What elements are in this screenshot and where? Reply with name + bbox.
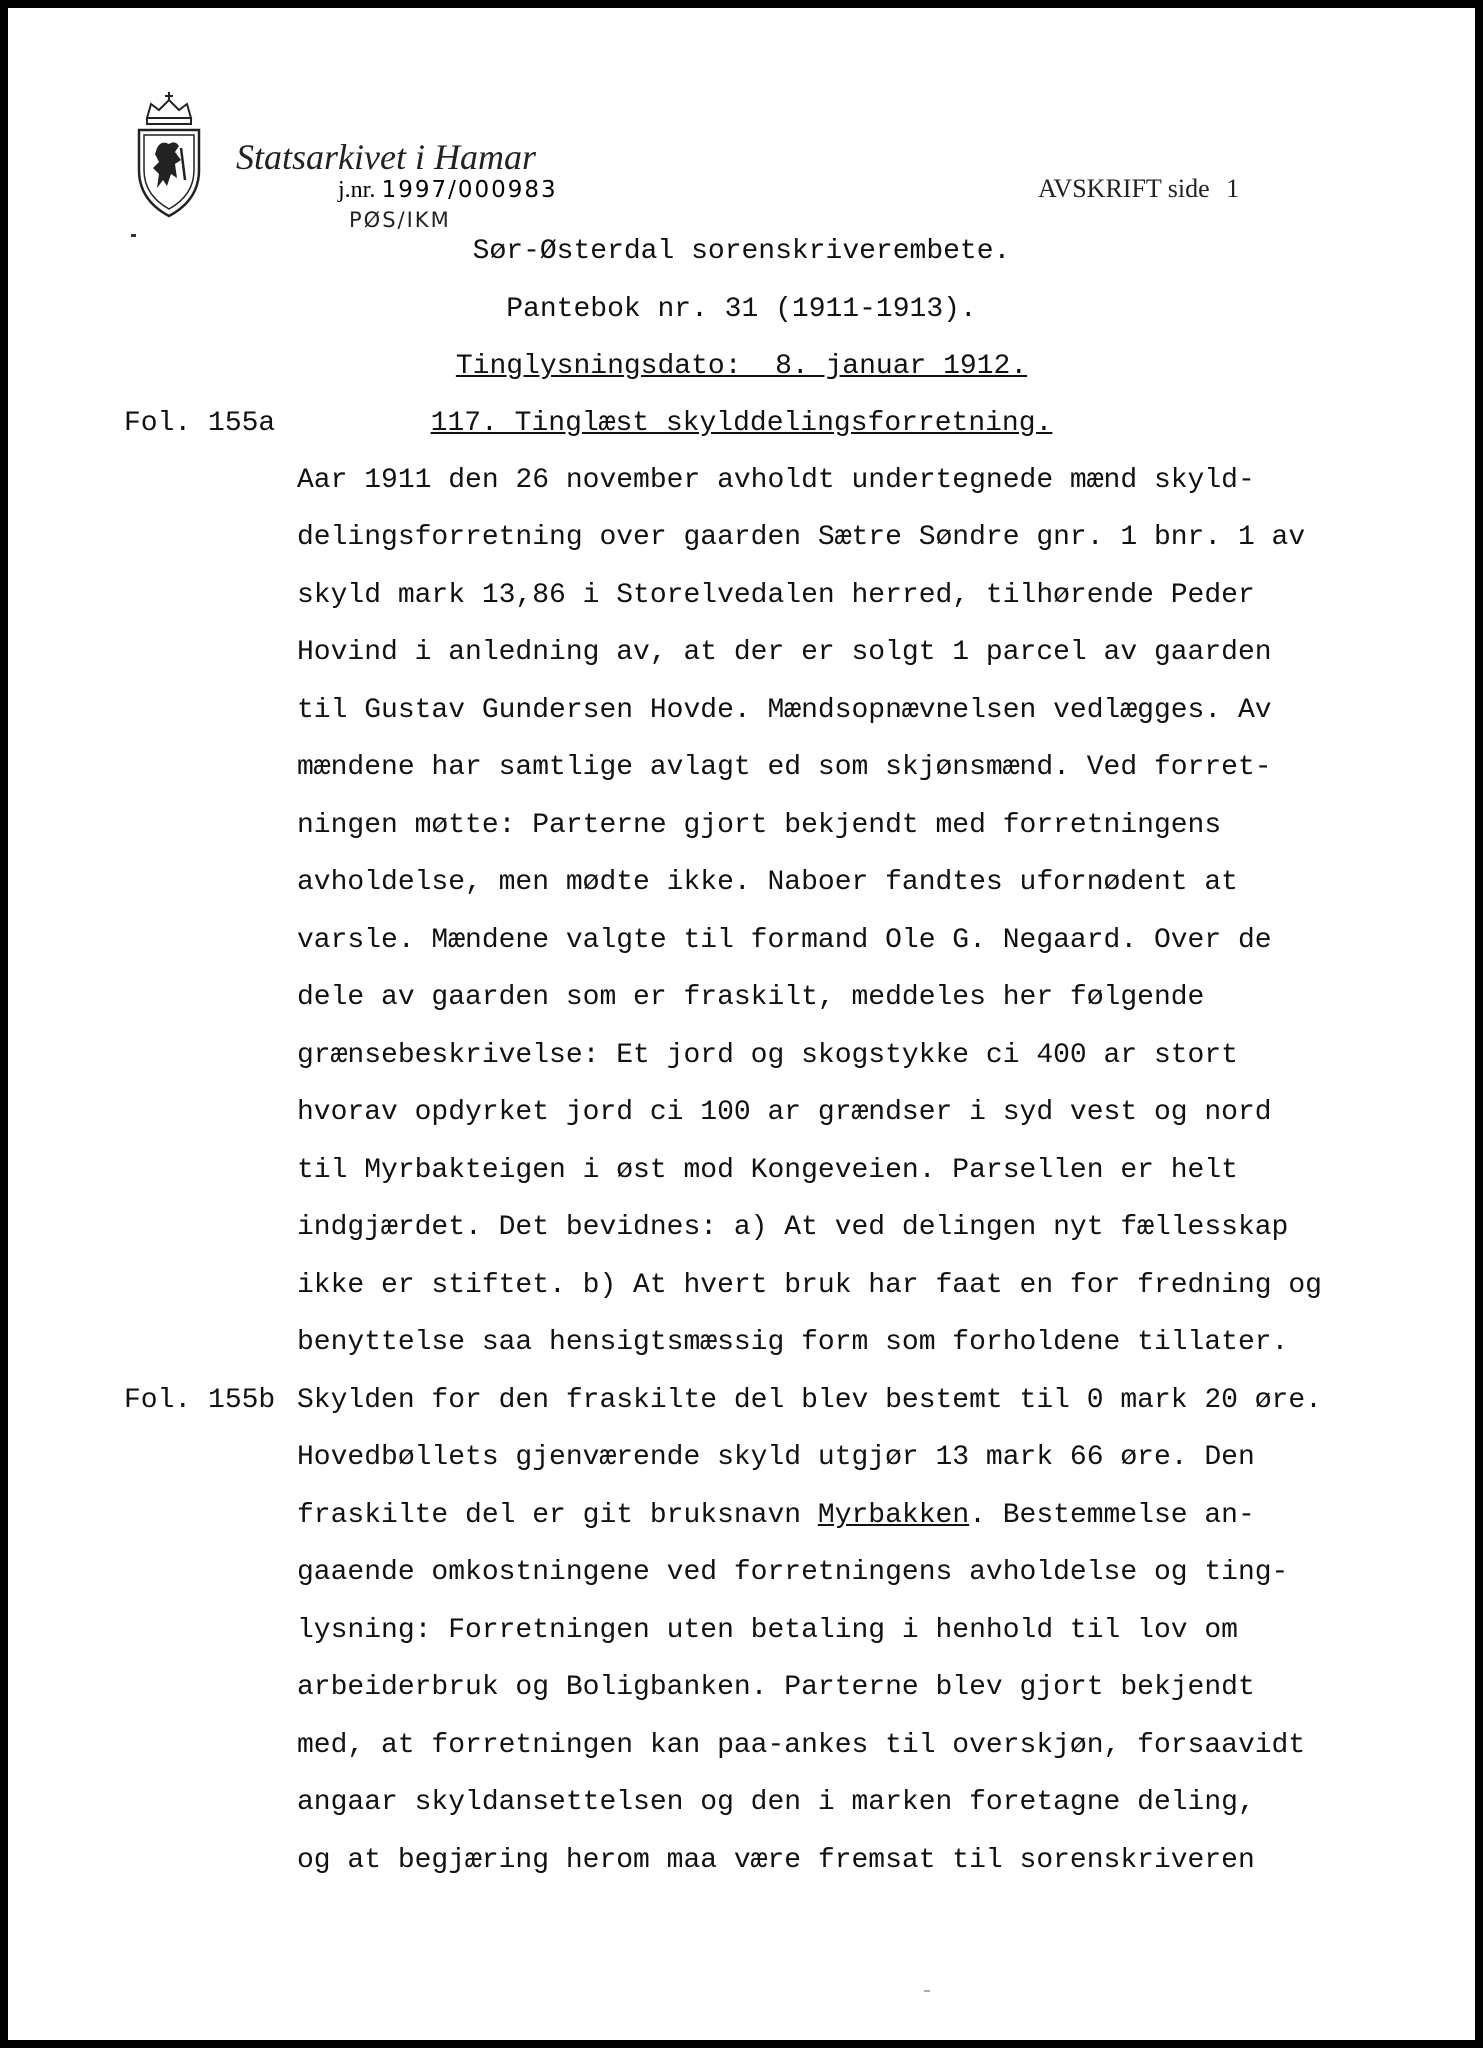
journal-number-value: 1997/000983 xyxy=(381,177,558,203)
body-line: delingsforretning over gaarden Sætre Søndre gnr. 1 bnr. 1 av xyxy=(297,522,1306,553)
archive-name: Statsarkivet i Hamar xyxy=(236,137,536,177)
body-line: til Gustav Gundersen Hovde. Mændsopnævnelsen vedlægges. Av xyxy=(297,695,1272,726)
body-line: skyld mark 13,86 i Storelvedalen herred, tilhørende Peder xyxy=(297,580,1255,611)
body-line: grænsebeskrivelse: Et jord og skogstykke ci 400 ar stort xyxy=(297,1040,1238,1071)
body-line: indgjærdet. Det bevidnes: a) At ved delingen nyt fællesskap xyxy=(297,1212,1289,1243)
body-line xyxy=(297,1500,1255,1531)
body-line: ikke er stiftet. b) At hvert bruk har faat en for fredning og xyxy=(297,1270,1322,1301)
body-line: varsle. Mændene valgte til formand Ole G. Negaard. Over de xyxy=(297,925,1272,956)
document-page xyxy=(8,8,1475,2040)
body-line: Skylden for den fraskilte del blev bestemt til 0 mark 20 øre. xyxy=(297,1385,1322,1416)
transcript-page-label xyxy=(1038,174,1239,204)
body-line: arbeiderbruk og Boligbanken. Parterne blev gjort bekjendt xyxy=(297,1672,1255,1703)
body-line: lysning: Forretningen uten betaling i henhold til lov om xyxy=(297,1615,1238,1646)
norwegian-coat-of-arms-icon xyxy=(131,90,207,220)
registration-date: Tinglysningsdato: 8. januar 1912. xyxy=(455,351,1028,382)
journal-number xyxy=(338,176,558,204)
body-text: fraskilte del er git bruksnavn xyxy=(297,1500,818,1531)
page-number: 1 xyxy=(1226,174,1240,203)
body-line: hvorav opdyrket jord ci 100 ar grændser i syd vest og nord xyxy=(297,1097,1272,1128)
body-line: gaaende omkostningene ved forretningens avholdelse og ting- xyxy=(297,1557,1289,1588)
body-text: . Bestemmelse an- xyxy=(969,1500,1255,1531)
body-line: ningen møtte: Parterne gjort bekjendt med forretningens xyxy=(297,810,1222,841)
body-line: avholdelse, men mødte ikke. Naboer fandtes ufornødent at xyxy=(297,867,1238,898)
office-title: Sør-Østerdal sorenskriverembete. xyxy=(472,236,1011,267)
scan-speck xyxy=(924,1990,930,1992)
book-title: Pantebok nr. 31 (1911-1913). xyxy=(506,294,977,325)
farm-name: Myrbakken xyxy=(817,1500,970,1531)
entry-heading: 117. Tinglæst skylddelingsforretning. xyxy=(430,408,1053,439)
journal-number-label: j.nr. xyxy=(338,177,376,203)
body-line: Hovind i anledning av, at der er solgt 1 parcel av gaarden xyxy=(297,637,1272,668)
body-line: benyttelse saa hensigtsmæssig form som forholdene tillater. xyxy=(297,1327,1289,1358)
folio-155b: Fol. 155b xyxy=(124,1385,276,1416)
body-line: Aar 1911 den 26 november avholdt undertegnede mænd skyld- xyxy=(297,465,1255,496)
initials: PØS/IKM xyxy=(349,208,451,232)
body-line: til Myrbakteigen i øst mod Kongeveien. Parsellen er helt xyxy=(297,1155,1238,1186)
folio-155a: Fol. 155a xyxy=(124,408,276,439)
body-line: Hovedbøllets gjenværende skyld utgjør 13 mark 66 øre. Den xyxy=(297,1442,1255,1473)
body-line: dele av gaarden som er fraskilt, meddeles her følgende xyxy=(297,982,1205,1013)
body-line: angaar skyldansettelsen og den i marken foretagne deling, xyxy=(297,1787,1255,1818)
body-line: mændene har samtlige avlagt ed som skjønsmænd. Ved forret- xyxy=(297,752,1272,783)
transcript-label: AVSKRIFT side xyxy=(1038,174,1210,203)
body-line: med, at forretningen kan paa-ankes til overskjøn, forsaavidt xyxy=(297,1730,1306,1761)
body-line: og at begjæring herom maa være fremsat til sorenskriveren xyxy=(297,1845,1255,1876)
